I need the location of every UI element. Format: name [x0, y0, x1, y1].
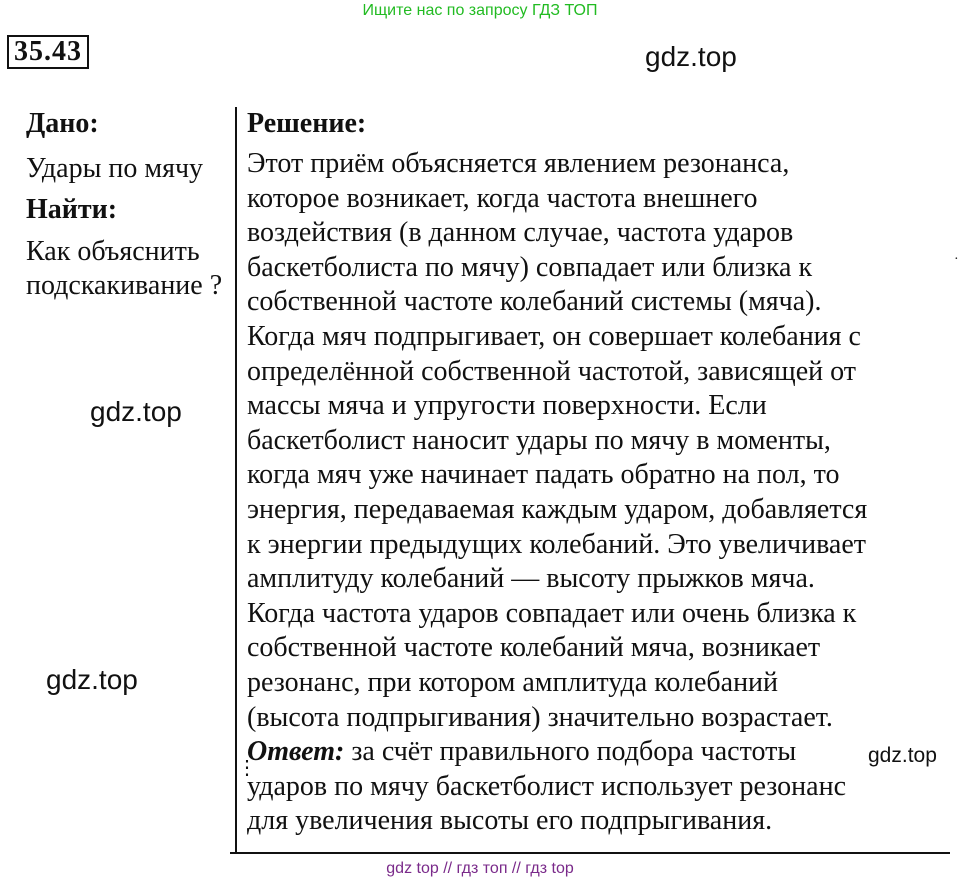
answer-line: ударов по мячу баскетболист использует резонанс: [247, 770, 846, 802]
solution-line: энергия, передаваемая каждым ударом, добавляется: [247, 493, 868, 525]
problem-number: 35.43: [7, 35, 89, 69]
answer-text: за счёт правильного подбора частоты: [344, 736, 797, 768]
solution-line: собственной частоте колебаний системы (мяча).: [247, 286, 822, 318]
solution-line: которое возникает, когда частота внешнего: [247, 182, 758, 214]
stray-dot: ·: [954, 252, 959, 267]
given-text: Удары по мячу: [26, 153, 204, 184]
top-banner: Ищите нас по запросу ГДЗ ТОП: [362, 2, 598, 19]
solution-line: Когда мяч подпрыгивает, он совершает колебания с: [247, 320, 861, 352]
given-find-column: [26, 107, 231, 303]
watermark: gdz.top: [90, 396, 182, 427]
solution-line: Когда частота ударов совпадает или очень близка к: [247, 597, 857, 629]
solution-line: воздействия (в данном случае, частота ударов: [247, 217, 794, 249]
answer-line: для увеличения высоты его подпрыгивания.: [247, 805, 773, 837]
given-heading: Дано:: [26, 108, 99, 139]
solution-heading: Решение:: [247, 108, 367, 139]
solution-line: определённой собственной частотой, зависящей от: [247, 355, 856, 387]
solution-line: к энергии предыдущих колебаний. Это увеличивает: [247, 528, 867, 560]
solution-line: собственной частоте колебаний мяча, возникает: [247, 632, 821, 664]
solution-body: [247, 147, 947, 839]
find-text: Как объяснить подскакивание ?: [26, 236, 223, 301]
column-divider: [235, 107, 237, 854]
answer-label: Ответ:: [247, 736, 345, 768]
solution-line: баскетболиста по мячу) совпадает или близка к: [247, 251, 813, 283]
answer-line: [247, 735, 947, 770]
solution-line: Этот приём объясняется явлением резонанса,: [247, 148, 790, 179]
watermark: gdz.top: [46, 664, 138, 695]
bottom-divider: [230, 852, 950, 854]
footer-watermark: gdz top // гдз топ // гдз top: [386, 860, 574, 877]
watermark: gdz.top: [868, 744, 937, 767]
solution-line: массы мяча и упругости поверхности. Если: [247, 390, 767, 422]
solution-line: когда мяч уже начинает падать обратно на пол, то: [247, 459, 840, 491]
solution-line: (высота подпрыгивания) значительно возрастает.: [247, 701, 833, 733]
margin-marker: ⋮: [237, 757, 257, 779]
watermark: gdz.top: [645, 41, 737, 72]
solution-line: амплитуду колебаний — высоту прыжков мяча.: [247, 563, 815, 595]
solution-line: резонанс, при котором амплитуда колебаний: [247, 666, 779, 698]
find-heading: Найти:: [26, 194, 118, 225]
solution-line: баскетболист наносит удары по мячу в моменты,: [247, 424, 831, 456]
